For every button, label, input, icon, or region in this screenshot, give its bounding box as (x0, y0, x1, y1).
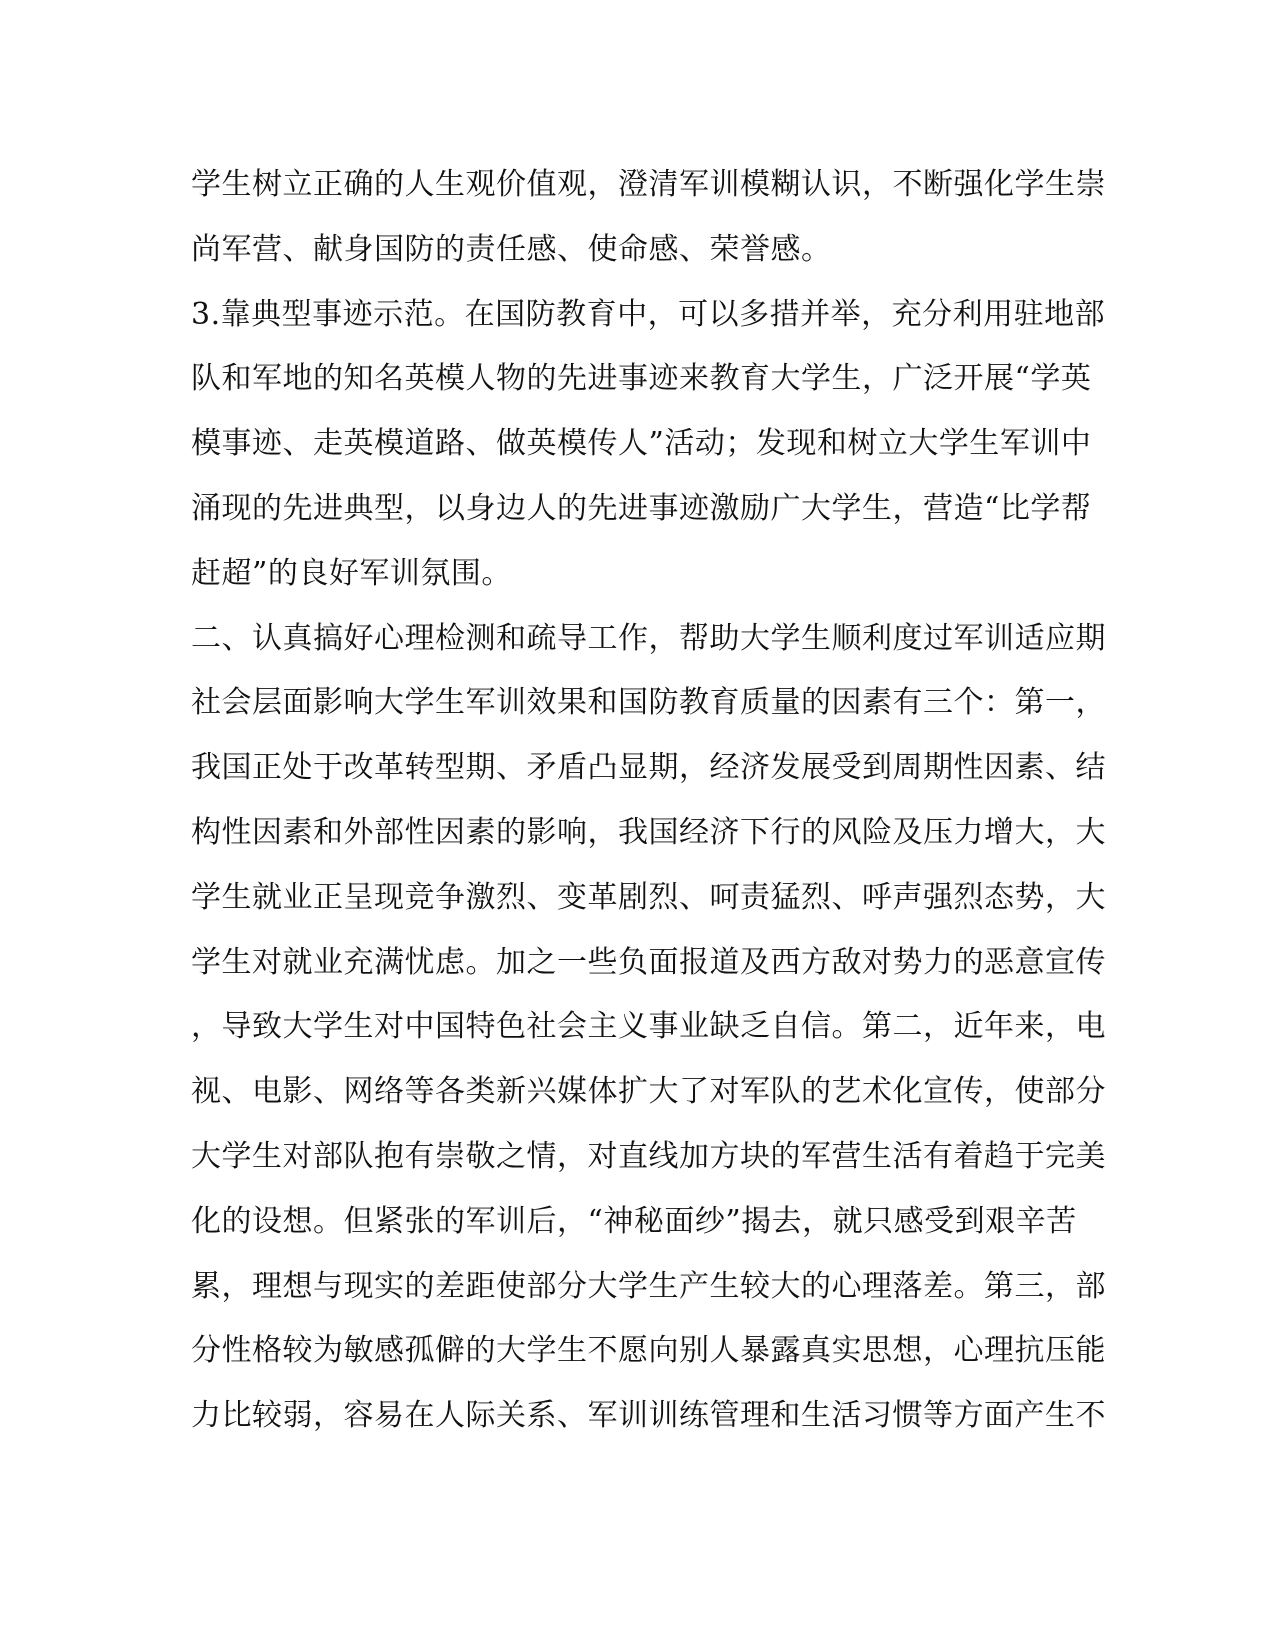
text-line: 我国正处于改革转型期、矛盾凸显期，经济发展受到周期性因素、结 (191, 750, 1106, 786)
text-line: 队和军地的知名英模人物的先进事迹来教育大学生，广泛开展“学英 (191, 361, 1092, 397)
text-line: 视、电影、网络等各类新兴媒体扩大了对军队的艺术化宣传，使部分 (191, 1074, 1106, 1110)
body-text (191, 153, 1106, 1449)
section-heading-line: 二、认真搞好心理检测和疏导工作，帮助大学生顺利度过军训适应期 (191, 620, 1106, 656)
text-line: 3.靠典型事迹示范。在国防教育中，可以多措并举，充分利用驻地部 (191, 296, 1106, 332)
text-line: 社会层面影响大学生军训效果和国防教育质量的因素有三个：第一， (191, 685, 1106, 721)
text-line: 化的设想。但紧张的军训后，“神秘面纱”揭去，就只感受到艰辛苦 (191, 1203, 1077, 1239)
text-line: 学生就业正呈现竞争激烈、变革剧烈、呵责猛烈、呼声强烈态势，大 (191, 879, 1106, 915)
text-line: 模事迹、走英模道路、做英模传人”活动；发现和树立大学生军训中 (191, 426, 1092, 462)
text-line: 学生对就业充满忧虑。加之一些负面报道及西方敌对势力的恶意宣传 (191, 944, 1106, 980)
text-line: 大学生对部队抱有崇敬之情，对直线加方块的军营生活有着趋于完美 (191, 1138, 1106, 1174)
text-line: 分性格较为敏感孤僻的大学生不愿向别人暴露真实思想，心理抗压能 (191, 1333, 1106, 1369)
text-line: 尚军营、献身国防的责任感、使命感、荣誉感。 (191, 231, 832, 267)
text-line: 涌现的先进典型，以身边人的先进事迹激励广大学生，营造“比学帮 (191, 490, 1092, 526)
text-line: 赶超”的良好军训氛围。 (191, 555, 512, 591)
text-line: ，导致大学生对中国特色社会主义事业缺乏自信。第二，近年来，电 (191, 1009, 1106, 1045)
text-line: 力比较弱，容易在人际关系、军训训练管理和生活习惯等方面产生不 (191, 1398, 1106, 1434)
text-line: 构性因素和外部性因素的影响，我国经济下行的风险及压力增大，大 (191, 814, 1106, 850)
text-line: 学生树立正确的人生观价值观，澄清军训模糊认识，不断强化学生崇 (191, 167, 1106, 202)
text-line: 累，理想与现实的差距使部分大学生产生较大的心理落差。第三，部 (191, 1268, 1106, 1304)
